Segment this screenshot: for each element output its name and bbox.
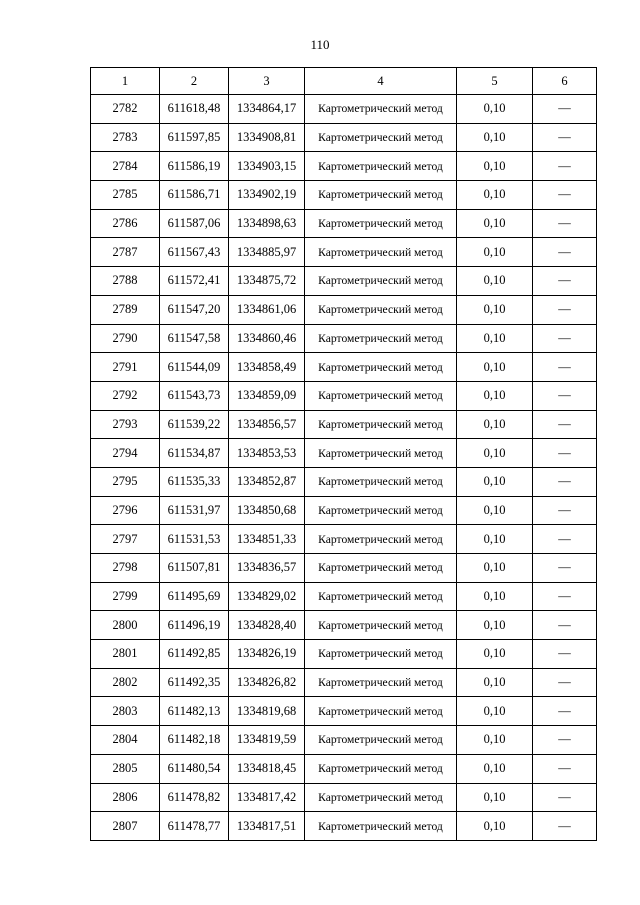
y-coordinate-cell: 1334885,97 — [229, 238, 305, 267]
x-coordinate-cell: 611535,33 — [160, 467, 229, 496]
table-row — [91, 582, 597, 611]
table-row — [91, 295, 597, 324]
accuracy-cell: 0,10 — [457, 697, 533, 726]
note-cell: — — [533, 209, 597, 238]
y-coordinate-cell: 1334853,53 — [229, 439, 305, 468]
x-coordinate-cell: 611478,77 — [160, 812, 229, 841]
method-cell: Картометрический метод — [305, 582, 457, 611]
x-coordinate-cell: 611531,97 — [160, 496, 229, 525]
method-cell: Картометрический метод — [305, 295, 457, 324]
table-row — [91, 381, 597, 410]
point-number-cell: 2797 — [91, 525, 160, 554]
table-row — [91, 181, 597, 210]
note-cell: — — [533, 123, 597, 152]
x-coordinate-cell: 611507,81 — [160, 554, 229, 583]
note-cell: — — [533, 95, 597, 124]
y-coordinate-cell: 1334908,81 — [229, 123, 305, 152]
column-header: 1 — [91, 68, 160, 95]
method-cell: Картометрический метод — [305, 238, 457, 267]
y-coordinate-cell: 1334817,51 — [229, 812, 305, 841]
y-coordinate-cell: 1334852,87 — [229, 467, 305, 496]
note-cell: — — [533, 439, 597, 468]
note-cell: — — [533, 267, 597, 296]
page-number: 110 — [310, 37, 330, 52]
y-coordinate-cell: 1334859,09 — [229, 381, 305, 410]
table-row — [91, 640, 597, 669]
accuracy-cell: 0,10 — [457, 410, 533, 439]
method-cell: Картометрический метод — [305, 152, 457, 181]
method-cell: Картометрический метод — [305, 697, 457, 726]
note-cell: — — [533, 554, 597, 583]
point-number-cell: 2788 — [91, 267, 160, 296]
method-cell: Картометрический метод — [305, 525, 457, 554]
accuracy-cell: 0,10 — [457, 640, 533, 669]
accuracy-cell: 0,10 — [457, 353, 533, 382]
accuracy-cell: 0,10 — [457, 267, 533, 296]
note-cell: — — [533, 783, 597, 812]
column-header: 6 — [533, 68, 597, 95]
point-number-cell: 2798 — [91, 554, 160, 583]
note-cell: — — [533, 467, 597, 496]
y-coordinate-cell: 1334826,19 — [229, 640, 305, 669]
method-cell: Картометрический метод — [305, 209, 457, 238]
accuracy-cell: 0,10 — [457, 381, 533, 410]
note-cell: — — [533, 726, 597, 755]
accuracy-cell: 0,10 — [457, 582, 533, 611]
y-coordinate-cell: 1334817,42 — [229, 783, 305, 812]
x-coordinate-cell: 611547,20 — [160, 295, 229, 324]
accuracy-cell: 0,10 — [457, 95, 533, 124]
table-row — [91, 123, 597, 152]
x-coordinate-cell: 611572,41 — [160, 267, 229, 296]
note-cell: — — [533, 582, 597, 611]
table-row — [91, 410, 597, 439]
point-number-cell: 2784 — [91, 152, 160, 181]
x-coordinate-cell: 611480,54 — [160, 754, 229, 783]
accuracy-cell: 0,10 — [457, 152, 533, 181]
note-cell: — — [533, 295, 597, 324]
note-cell: — — [533, 238, 597, 267]
y-coordinate-cell: 1334829,02 — [229, 582, 305, 611]
x-coordinate-cell: 611482,13 — [160, 697, 229, 726]
x-coordinate-cell: 611618,48 — [160, 95, 229, 124]
accuracy-cell: 0,10 — [457, 295, 533, 324]
method-cell: Картометрический метод — [305, 181, 457, 210]
y-coordinate-cell: 1334875,72 — [229, 267, 305, 296]
method-cell: Картометрический метод — [305, 353, 457, 382]
y-coordinate-cell: 1334856,57 — [229, 410, 305, 439]
accuracy-cell: 0,10 — [457, 123, 533, 152]
point-number-cell: 2786 — [91, 209, 160, 238]
accuracy-cell: 0,10 — [457, 467, 533, 496]
accuracy-cell: 0,10 — [457, 611, 533, 640]
point-number-cell: 2790 — [91, 324, 160, 353]
point-number-cell: 2785 — [91, 181, 160, 210]
note-cell: — — [533, 496, 597, 525]
method-cell: Картометрический метод — [305, 783, 457, 812]
table-row — [91, 554, 597, 583]
point-number-cell: 2803 — [91, 697, 160, 726]
table-header — [91, 68, 597, 95]
header-row — [91, 68, 597, 95]
accuracy-cell: 0,10 — [457, 439, 533, 468]
accuracy-cell: 0,10 — [457, 812, 533, 841]
method-cell: Картометрический метод — [305, 324, 457, 353]
point-number-cell: 2799 — [91, 582, 160, 611]
y-coordinate-cell: 1334864,17 — [229, 95, 305, 124]
x-coordinate-cell: 611531,53 — [160, 525, 229, 554]
note-cell: — — [533, 381, 597, 410]
note-cell: — — [533, 668, 597, 697]
accuracy-cell: 0,10 — [457, 754, 533, 783]
accuracy-cell: 0,10 — [457, 496, 533, 525]
accuracy-cell: 0,10 — [457, 726, 533, 755]
method-cell: Картометрический метод — [305, 95, 457, 124]
point-number-cell: 2795 — [91, 467, 160, 496]
point-number-cell: 2802 — [91, 668, 160, 697]
y-coordinate-cell: 1334858,49 — [229, 353, 305, 382]
table-row — [91, 152, 597, 181]
note-cell: — — [533, 410, 597, 439]
y-coordinate-cell: 1334818,45 — [229, 754, 305, 783]
note-cell: — — [533, 640, 597, 669]
accuracy-cell: 0,10 — [457, 525, 533, 554]
method-cell: Картометрический метод — [305, 496, 457, 525]
table-row — [91, 525, 597, 554]
y-coordinate-cell: 1334819,59 — [229, 726, 305, 755]
note-cell: — — [533, 812, 597, 841]
method-cell: Картометрический метод — [305, 754, 457, 783]
method-cell: Картометрический метод — [305, 410, 457, 439]
x-coordinate-cell: 611482,18 — [160, 726, 229, 755]
method-cell: Картометрический метод — [305, 381, 457, 410]
y-coordinate-cell: 1334826,82 — [229, 668, 305, 697]
y-coordinate-cell: 1334860,46 — [229, 324, 305, 353]
method-cell: Картометрический метод — [305, 640, 457, 669]
point-number-cell: 2794 — [91, 439, 160, 468]
accuracy-cell: 0,10 — [457, 668, 533, 697]
x-coordinate-cell: 611534,87 — [160, 439, 229, 468]
point-number-cell: 2782 — [91, 95, 160, 124]
method-cell: Картометрический метод — [305, 439, 457, 468]
point-number-cell: 2801 — [91, 640, 160, 669]
y-coordinate-cell: 1334898,63 — [229, 209, 305, 238]
x-coordinate-cell: 611567,43 — [160, 238, 229, 267]
table-row — [91, 467, 597, 496]
x-coordinate-cell: 611543,73 — [160, 381, 229, 410]
method-cell: Картометрический метод — [305, 467, 457, 496]
column-header: 3 — [229, 68, 305, 95]
x-coordinate-cell: 611586,19 — [160, 152, 229, 181]
table-row — [91, 611, 597, 640]
accuracy-cell: 0,10 — [457, 238, 533, 267]
table-row — [91, 267, 597, 296]
y-coordinate-cell: 1334851,33 — [229, 525, 305, 554]
table-row — [91, 754, 597, 783]
table-row — [91, 812, 597, 841]
note-cell: — — [533, 353, 597, 382]
point-number-cell: 2783 — [91, 123, 160, 152]
y-coordinate-cell: 1334836,57 — [229, 554, 305, 583]
point-number-cell: 2805 — [91, 754, 160, 783]
table-row — [91, 324, 597, 353]
note-cell: — — [533, 152, 597, 181]
table-row — [91, 783, 597, 812]
y-coordinate-cell: 1334861,06 — [229, 295, 305, 324]
method-cell: Картометрический метод — [305, 812, 457, 841]
x-coordinate-cell: 611492,35 — [160, 668, 229, 697]
point-number-cell: 2793 — [91, 410, 160, 439]
accuracy-cell: 0,10 — [457, 554, 533, 583]
y-coordinate-cell: 1334902,19 — [229, 181, 305, 210]
table-row — [91, 726, 597, 755]
method-cell: Картометрический метод — [305, 554, 457, 583]
method-cell: Картометрический метод — [305, 611, 457, 640]
accuracy-cell: 0,10 — [457, 783, 533, 812]
x-coordinate-cell: 611495,69 — [160, 582, 229, 611]
table-row — [91, 95, 597, 124]
point-number-cell: 2807 — [91, 812, 160, 841]
point-number-cell: 2787 — [91, 238, 160, 267]
column-header: 4 — [305, 68, 457, 95]
column-header: 5 — [457, 68, 533, 95]
x-coordinate-cell: 611587,06 — [160, 209, 229, 238]
note-cell: — — [533, 697, 597, 726]
table-body — [91, 95, 597, 841]
accuracy-cell: 0,10 — [457, 324, 533, 353]
method-cell: Картометрический метод — [305, 123, 457, 152]
note-cell: — — [533, 525, 597, 554]
x-coordinate-cell: 611544,09 — [160, 353, 229, 382]
table-row — [91, 668, 597, 697]
table-row — [91, 439, 597, 468]
note-cell: — — [533, 324, 597, 353]
point-number-cell: 2789 — [91, 295, 160, 324]
accuracy-cell: 0,10 — [457, 181, 533, 210]
note-cell: — — [533, 181, 597, 210]
accuracy-cell: 0,10 — [457, 209, 533, 238]
table-row — [91, 209, 597, 238]
y-coordinate-cell: 1334903,15 — [229, 152, 305, 181]
coordinates-table — [90, 67, 597, 841]
table-row — [91, 353, 597, 382]
point-number-cell: 2791 — [91, 353, 160, 382]
point-number-cell: 2804 — [91, 726, 160, 755]
point-number-cell: 2800 — [91, 611, 160, 640]
x-coordinate-cell: 611478,82 — [160, 783, 229, 812]
method-cell: Картометрический метод — [305, 726, 457, 755]
x-coordinate-cell: 611492,85 — [160, 640, 229, 669]
x-coordinate-cell: 611539,22 — [160, 410, 229, 439]
point-number-cell: 2796 — [91, 496, 160, 525]
note-cell: — — [533, 611, 597, 640]
x-coordinate-cell: 611547,58 — [160, 324, 229, 353]
x-coordinate-cell: 611586,71 — [160, 181, 229, 210]
y-coordinate-cell: 1334850,68 — [229, 496, 305, 525]
column-header: 2 — [160, 68, 229, 95]
method-cell: Картометрический метод — [305, 267, 457, 296]
point-number-cell: 2792 — [91, 381, 160, 410]
table-row — [91, 697, 597, 726]
x-coordinate-cell: 611597,85 — [160, 123, 229, 152]
x-coordinate-cell: 611496,19 — [160, 611, 229, 640]
table-row — [91, 238, 597, 267]
method-cell: Картометрический метод — [305, 668, 457, 697]
y-coordinate-cell: 1334819,68 — [229, 697, 305, 726]
point-number-cell: 2806 — [91, 783, 160, 812]
note-cell: — — [533, 754, 597, 783]
y-coordinate-cell: 1334828,40 — [229, 611, 305, 640]
table-row — [91, 496, 597, 525]
